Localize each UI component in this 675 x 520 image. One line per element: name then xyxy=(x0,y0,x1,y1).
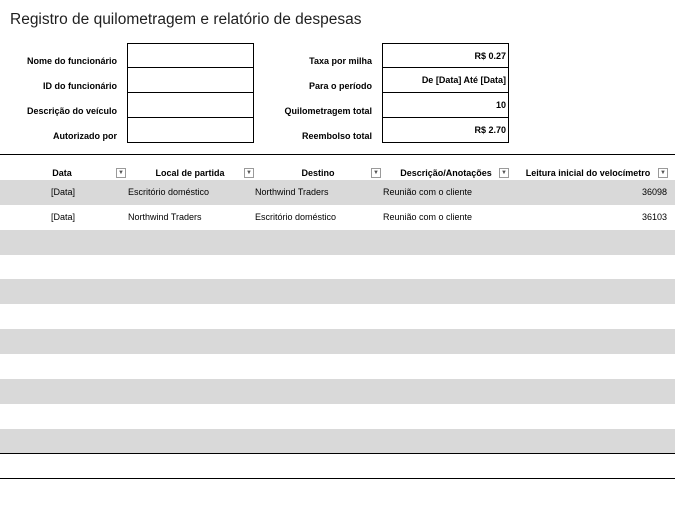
employee-id-label: ID do funcionário xyxy=(43,81,117,91)
period-label: Para o período xyxy=(308,81,372,91)
vehicle-description-label: Descrição do veículo xyxy=(26,106,117,116)
table-row[interactable] xyxy=(0,329,675,354)
table-top-border xyxy=(0,154,675,155)
table-row[interactable] xyxy=(0,279,675,304)
cell-odometer-start: 36103 xyxy=(641,212,667,222)
employee-name-label: Nome do funcionário xyxy=(27,56,117,66)
table-row[interactable] xyxy=(0,255,675,280)
dropdown-arrow-icon[interactable]: ▼ xyxy=(371,168,381,178)
cell-departure: Northwind Traders xyxy=(128,212,202,222)
table-row[interactable] xyxy=(0,205,675,230)
cell-odometer-start: 36098 xyxy=(641,187,667,197)
header-odometer-start: Leitura inicial do velocímetro xyxy=(525,168,651,178)
authorized-by-field[interactable] xyxy=(127,117,254,143)
total-mileage-label: Quilometragem total xyxy=(284,106,372,116)
cell-description: Reunião com o cliente xyxy=(383,187,473,197)
total-mileage-value: 10 xyxy=(382,92,509,118)
total-reimbursement-label: Reembolso total xyxy=(301,131,372,141)
authorized-by-label: Autorizado por xyxy=(53,131,117,141)
table-row[interactable] xyxy=(0,429,675,454)
table-row[interactable] xyxy=(0,180,675,205)
cell-destination: Escritório doméstico xyxy=(255,212,337,222)
table-row[interactable] xyxy=(0,404,675,429)
rate-per-mile-label: Taxa por milha xyxy=(309,56,372,66)
dropdown-arrow-icon[interactable]: ▼ xyxy=(499,168,509,178)
header-destination: Destino xyxy=(301,168,335,178)
header-departure: Local de partida xyxy=(155,168,225,178)
cell-description: Reunião com o cliente xyxy=(383,212,473,222)
table-row[interactable] xyxy=(0,354,675,379)
table-row[interactable] xyxy=(0,379,675,404)
cell-date: [Data] xyxy=(51,187,76,197)
cell-date: [Data] xyxy=(51,212,76,222)
header-description: Descrição/Anotações xyxy=(400,168,492,178)
page-title: Registro de quilometragem e relatório de despesas xyxy=(10,11,362,28)
dropdown-arrow-icon[interactable]: ▼ xyxy=(244,168,254,178)
dropdown-arrow-icon[interactable]: ▼ xyxy=(116,168,126,178)
header-date: Data xyxy=(52,168,72,178)
table-bottom-border xyxy=(0,453,675,454)
cell-destination: Northwind Traders xyxy=(255,187,329,197)
dropdown-arrow-icon[interactable]: ▼ xyxy=(658,168,668,178)
vehicle-description-field[interactable] xyxy=(127,92,254,118)
total-row-border xyxy=(0,478,675,479)
period-field[interactable]: De [Data] Até [Data] xyxy=(382,67,509,93)
table-row[interactable] xyxy=(0,304,675,329)
total-reimbursement-value: R$ 2.70 xyxy=(382,117,509,143)
employee-id-field[interactable] xyxy=(127,67,254,93)
employee-name-field[interactable] xyxy=(127,43,254,68)
cell-departure: Escritório doméstico xyxy=(128,187,210,197)
table-row[interactable] xyxy=(0,230,675,255)
rate-per-mile-field[interactable]: R$ 0.27 xyxy=(382,43,509,68)
